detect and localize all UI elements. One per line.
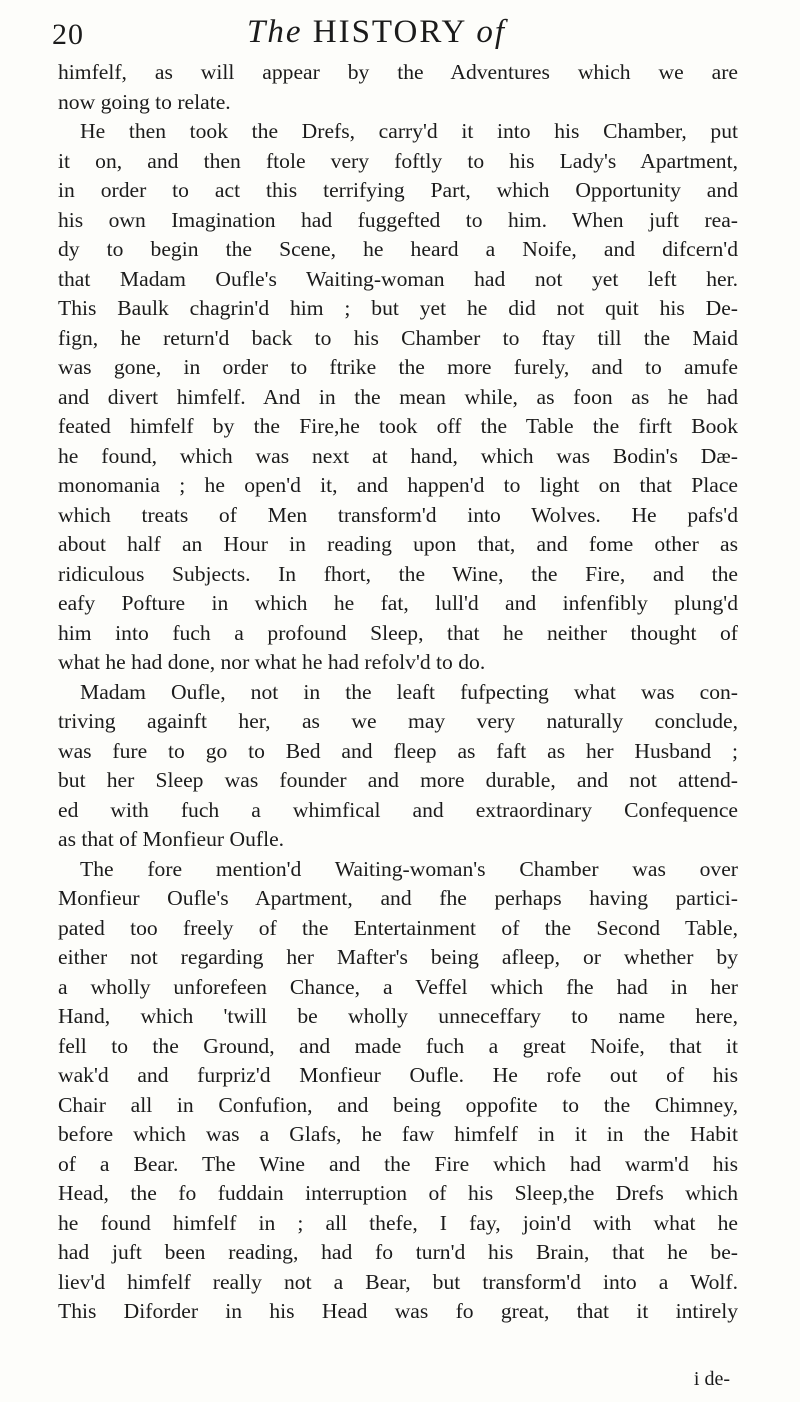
text-line: himfelf, as will appear by the Adventures which we are (58, 60, 738, 84)
running-head (247, 14, 506, 51)
text-line: eafy Pofture in which he fat, lull'd and infenfibly plung'd (58, 591, 738, 615)
text-line: Madam Oufle, not in the leaft fufpecting what was con- (80, 679, 738, 704)
running-head-history: HISTORY (312, 14, 467, 50)
text-line: he found himfelf in ; all thefe, I fay, join'd with what he (58, 1210, 738, 1235)
text-line: of a Bear. The Wine and the Fire which had warm'd his (58, 1151, 738, 1176)
text-line: his own Imagination had fuggefted to him. When juft rea- (58, 207, 738, 232)
text-line: which treats of Men transform'd into Wolves. He pafs'd (58, 502, 738, 527)
running-head-of: of (476, 14, 507, 50)
text-line: ridiculous Subjects. In fhort, the Wine, the Fire, and the (58, 561, 738, 586)
text-line: about half an Hour in reading upon that, and fome other as (58, 532, 738, 556)
text-line: The fore mention'd Waiting-woman's Chamber was over (80, 856, 738, 881)
text-line: and divert himfelf. And in the mean while, as foon as he had (58, 384, 738, 409)
text-line: but her Sleep was founder and more durable, and not attend- (58, 768, 738, 792)
text-line: liev'd himfelf really not a Bear, but transform'd into a Wolf. (58, 1269, 738, 1294)
running-head-the: The (247, 14, 303, 50)
text-line: fell to the Ground, and made fuch a great Noife, that it (58, 1033, 738, 1058)
text-line: him into fuch a profound Sleep, that he neither thought of (58, 620, 738, 645)
text-line: he found, which was next at hand, which was Bodin's Dæ- (58, 443, 738, 468)
text-line: it on, and then ftole very foftly to his Lady's Apartment, (58, 148, 738, 173)
text-line: monomania ; he open'd it, and happen'd to light on that Place (58, 473, 738, 497)
text-line: that Madam Oufle's Waiting-woman had not yet left her. (58, 266, 738, 291)
text-line: This Diforder in his Head was fo great, that it intirely (58, 1299, 738, 1323)
page-header (52, 12, 740, 62)
text-line: wak'd and furpriz'd Monfieur Oufle. He rofe out of his (58, 1063, 738, 1087)
text-line: feated himfelf by the Fire,he took off the Table the firft Book (58, 414, 738, 438)
text-line: either not regarding her Mafter's being afleep, or whether by (58, 945, 738, 969)
text-line: was fure to go to Bed and fleep as faft as her Husband ; (58, 738, 738, 763)
text-line: what he had done, nor what he had refolv'd to do. (58, 650, 486, 674)
body-text (58, 58, 738, 1327)
text-line: dy to begin the Scene, he heard a Noife, and difcern'd (58, 237, 738, 261)
text-line: Hand, which 'twill be wholly unneceffary to name here, (58, 1004, 738, 1028)
page-number: 20 (52, 18, 84, 51)
text-line: had juft been reading, had fo turn'd his Brain, that he be- (58, 1240, 738, 1264)
text-line: in order to act this terrifying Part, which Opportunity and (58, 178, 738, 202)
text-line: Monfieur Oufle's Apartment, and fhe perhaps having partici- (58, 886, 738, 910)
text-line: a wholly unforefeen Chance, a Veffel which fhe had in her (58, 974, 738, 999)
text-line: triving againft her, as we may very naturally conclude, (58, 709, 738, 733)
text-line: as that of Monfieur Oufle. (58, 827, 285, 851)
text-line: This Baulk chagrin'd him ; but yet he did not quit his De- (58, 296, 738, 320)
text-line: before which was a Glafs, he faw himfelf in it in the Habit (58, 1122, 738, 1146)
text-line: pated too freely of the Entertainment of the Second Table, (58, 915, 738, 940)
text-line: now going to relate. (58, 89, 231, 114)
text-line: Chair all in Confufion, and being oppofite to the Chimney, (58, 1092, 738, 1117)
text-line: was gone, in order to ftrike the more furely, and to amufe (58, 355, 738, 379)
text-line: ed with fuch a whimfical and extraordinary Confequence (58, 797, 738, 822)
text-line: fign, he return'd back to his Chamber to ftay till the Maid (58, 325, 738, 350)
catchword: i de- (693, 1368, 730, 1390)
text-line: He then took the Drefs, carry'd it into his Chamber, put (80, 119, 738, 143)
text-line: Head, the fo fuddain interruption of his Sleep,the Drefs which (58, 1181, 738, 1205)
